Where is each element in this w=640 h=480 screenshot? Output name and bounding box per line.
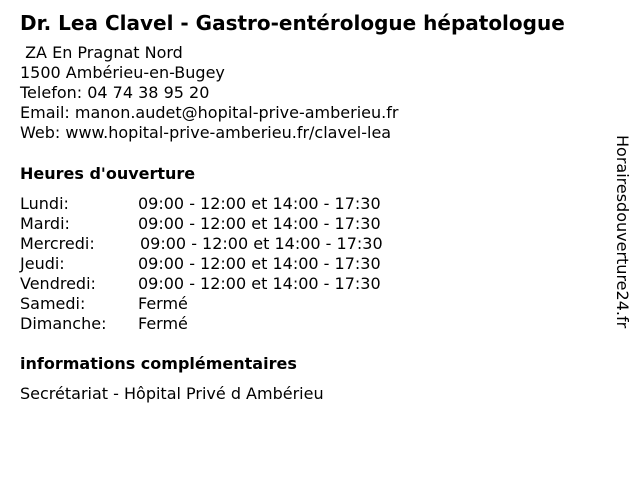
day-hours: 09:00 - 12:00 et 14:00 - 17:30 — [138, 254, 381, 273]
day-label: Mardi: — [20, 214, 70, 233]
opening-hours-heading: Heures d'ouverture — [20, 164, 196, 183]
day-hours: 09:00 - 12:00 et 14:00 - 17:30 — [140, 234, 383, 253]
additional-info-text: Secrétariat - Hôpital Privé d Ambérieu — [20, 384, 324, 403]
additional-info-heading: informations complémentaires — [20, 354, 297, 373]
phone-number[interactable]: Telefon: 04 74 38 95 20 — [20, 83, 210, 102]
site-watermark: Horairesdouverture24.fr — [613, 135, 632, 329]
address-city: 1500 Ambérieu-en-Bugey — [20, 63, 225, 82]
day-label: Jeudi: — [20, 254, 65, 273]
day-hours: 09:00 - 12:00 et 14:00 - 17:30 — [138, 274, 381, 293]
address-street: ZA En Pragnat Nord — [20, 43, 183, 62]
day-label: Vendredi: — [20, 274, 96, 293]
website-link[interactable]: Web: www.hopital-prive-amberieu.fr/clavel-lea — [20, 123, 392, 142]
day-hours: Fermé — [138, 314, 188, 333]
day-label: Lundi: — [20, 194, 69, 213]
day-label: Mercredi: — [20, 234, 95, 253]
page-title: Dr. Lea Clavel - Gastro-entérologue hépatologue — [20, 11, 565, 35]
day-hours: Fermé — [138, 294, 188, 313]
day-label: Dimanche: — [20, 314, 107, 333]
email-link[interactable]: Email: manon.audet@hopital-prive-amberieu.fr — [20, 103, 399, 122]
day-hours: 09:00 - 12:00 et 14:00 - 17:30 — [138, 214, 381, 233]
day-label: Samedi: — [20, 294, 86, 313]
day-hours: 09:00 - 12:00 et 14:00 - 17:30 — [138, 194, 381, 213]
contact-block — [20, 43, 398, 143]
